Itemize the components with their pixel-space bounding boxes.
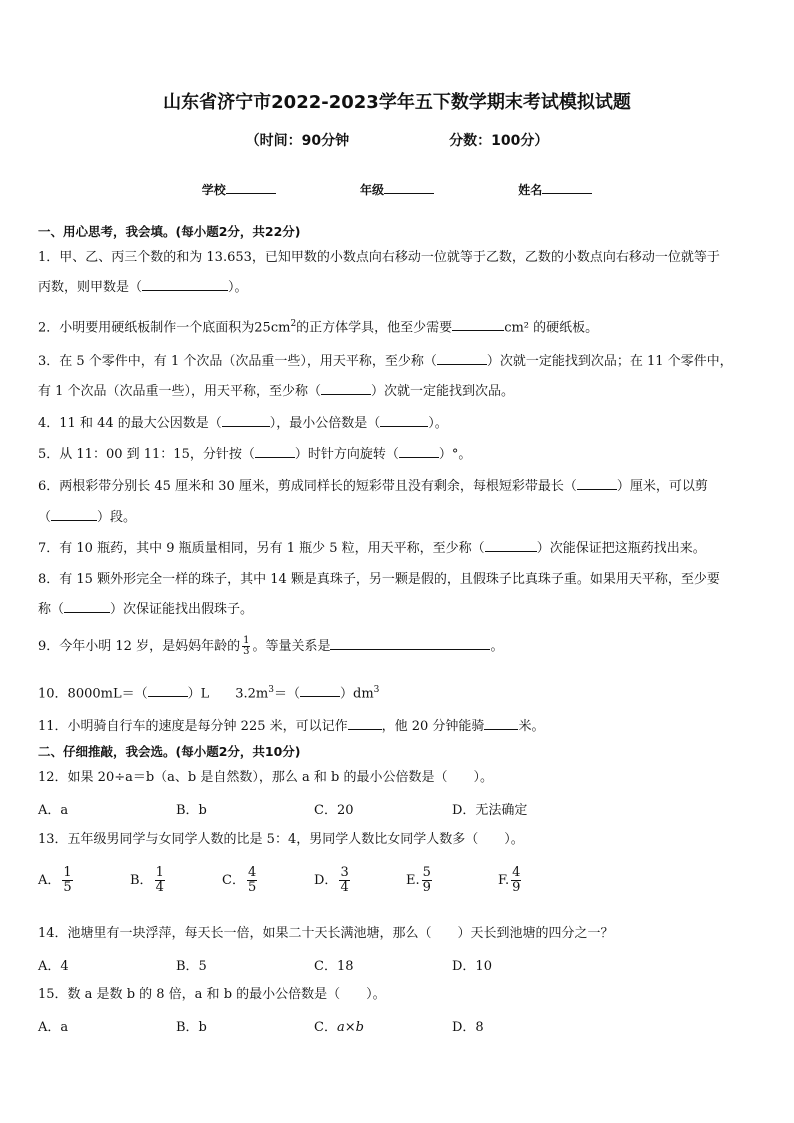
exam-meta [0,130,794,150]
answer-blank[interactable] [577,477,617,490]
grade-blank[interactable] [384,182,434,194]
option-b[interactable]: B． $\frac{1}{4}$ [130,865,164,895]
page-title: 山东省济宁市2022-2023学年五下数学期末考试模拟试题 [163,92,631,113]
option-d[interactable]: D．10 [452,959,492,974]
answer-blank[interactable] [142,278,228,291]
option-a[interactable]: A．a [38,1020,69,1035]
question-13: 13．五年级男同学与女同学人数的比是 5：4，男同学人数比女同学人数多（ ）。 [38,832,524,847]
answer-blank[interactable] [300,684,340,697]
a-times-b-expression: a×b [336,1020,364,1035]
option-d[interactable]: D． $\frac{3}{4}$ [314,865,349,895]
question-5: 5．从 11：00 到 11：15，分针按（ ）时针方向旋转（ ）°。 [38,447,472,462]
question-8-line-1: 8．有 15 颗外形完全一样的珠子，其中 14 颗是真珠子，另一颗是假的，且假珠子比真珠子重。如果用天平称，至少要 [38,572,720,587]
option-c[interactable]: C．18 [314,959,354,974]
question-11: 11．小明骑自行车的速度是每分钟 225 米，可以记作 ，他 20 分钟能骑 米。 [38,719,545,734]
section-1-heading: 一、用心思考，我会填。(每小题2分，共22分) [38,224,301,239]
name-blank[interactable] [542,182,592,194]
exam-time: （时间：90分钟 [245,133,350,149]
option-d[interactable]: D．8 [452,1020,484,1035]
student-info-fields [0,181,794,198]
answer-blank[interactable] [348,717,382,730]
question-12-options [38,799,762,829]
question-13-options [38,866,762,906]
school-label: 学校 [201,183,226,197]
question-4: 4．11 和 44 的最大公因数是（ ），最小公倍数是（ ）。 [38,416,448,431]
question-8-line-2: 称（ ）次保证能找出假珠子。 [38,602,254,617]
option-c[interactable]: C．a×b [314,1020,364,1035]
option-f[interactable]: F. $\frac{4}{9}$ [498,865,521,895]
answer-blank[interactable] [485,539,537,552]
question-10: 10．8000mL＝（ ）L $3.2m^3=$（ ）$dm^3$ [38,685,380,702]
answer-blank[interactable] [452,318,504,331]
option-a[interactable]: A．4 [38,959,69,974]
answer-blank[interactable] [330,637,490,650]
grade-label: 年级 [359,183,384,197]
option-b[interactable]: B．b [176,1020,207,1035]
fraction-one-third: $\frac{1}{3}$ [243,635,250,657]
question-1-line-2: 丙数，则甲数是（ ）。 [38,280,248,295]
option-a[interactable]: A．a [38,803,69,818]
section-2-heading: 二、仔细推敲，我会选。(每小题2分，共10分) [38,744,301,759]
question-15: 15．数 a 是数 b 的 8 倍，a 和 b 的最小公倍数是（ ）。 [38,987,386,1002]
question-15-options [38,1016,762,1046]
question-9: 9．今年小明 12 岁，是妈妈年龄的 $\frac{1}{3}$ 。等量关系是 。 [38,635,504,657]
answer-blank[interactable] [255,445,295,458]
question-2: 2．小明要用硬纸板制作一个底面积为$25cm^2$的正方体学具，他至少需要 cm² 的硬纸板。 [38,319,599,336]
answer-blank[interactable] [399,445,439,458]
answer-blank[interactable] [380,414,428,427]
answer-blank[interactable] [64,600,110,613]
option-a[interactable]: A． $\frac{1}{5}$ [38,865,72,895]
question-1-line-1: 1．甲、乙、丙三个数的和为 13.653，已知甲数的小数点向右移动一位就等于乙数，乙数的小数点向右移动一位就等于 [38,250,720,265]
question-3-line-1: 3．在 5 个零件中，有 1 个次品（次品重一些），用天平称，至少称（ ）次就一定能找到次品；在 11 个零件中， [38,354,733,369]
answer-blank[interactable] [437,352,487,365]
answer-blank[interactable] [222,414,270,427]
question-6-line-1: 6．两根彩带分别长 45 厘米和 30 厘米，剪成同样长的短彩带且没有剩余，每根短彩带最长（ ）厘米，可以剪 [38,479,708,494]
option-b[interactable]: B．5 [176,959,207,974]
exam-score: 分数：100分） [449,133,549,149]
question-14: 14．池塘里有一块浮萍，每天长一倍，如果二十天长满池塘，那么（ ）天长到池塘的四分之一？ [38,926,614,941]
answer-blank[interactable] [321,382,371,395]
question-14-options [38,955,762,985]
option-b[interactable]: B．b [176,803,207,818]
option-c[interactable]: C．20 [314,803,354,818]
answer-blank[interactable] [148,684,188,697]
option-c[interactable]: C． $\frac{4}{5}$ [222,865,257,895]
question-6-line-2: （ ）段。 [38,510,137,525]
school-blank[interactable] [226,182,276,194]
question-7: 7．有 10 瓶药，其中 9 瓶质量相同，另有 1 瓶少 5 粒，用天平称，至少称（ ）次能保证把这瓶药找出来。 [38,541,706,556]
option-e[interactable]: E. $\frac{5}{9}$ [406,865,431,895]
answer-blank[interactable] [51,508,97,521]
answer-blank[interactable] [484,717,518,730]
question-12: 12．如果 20÷a＝b（a、b 是自然数），那么 a 和 b 的最小公倍数是（ ）。 [38,770,493,785]
option-d[interactable]: D．无法确定 [452,803,528,818]
name-label: 姓名 [518,183,543,197]
question-3-line-2: 有 1 个次品（次品重一些），用天平称，至少称（ ）次就一定能找到次品。 [38,384,515,399]
